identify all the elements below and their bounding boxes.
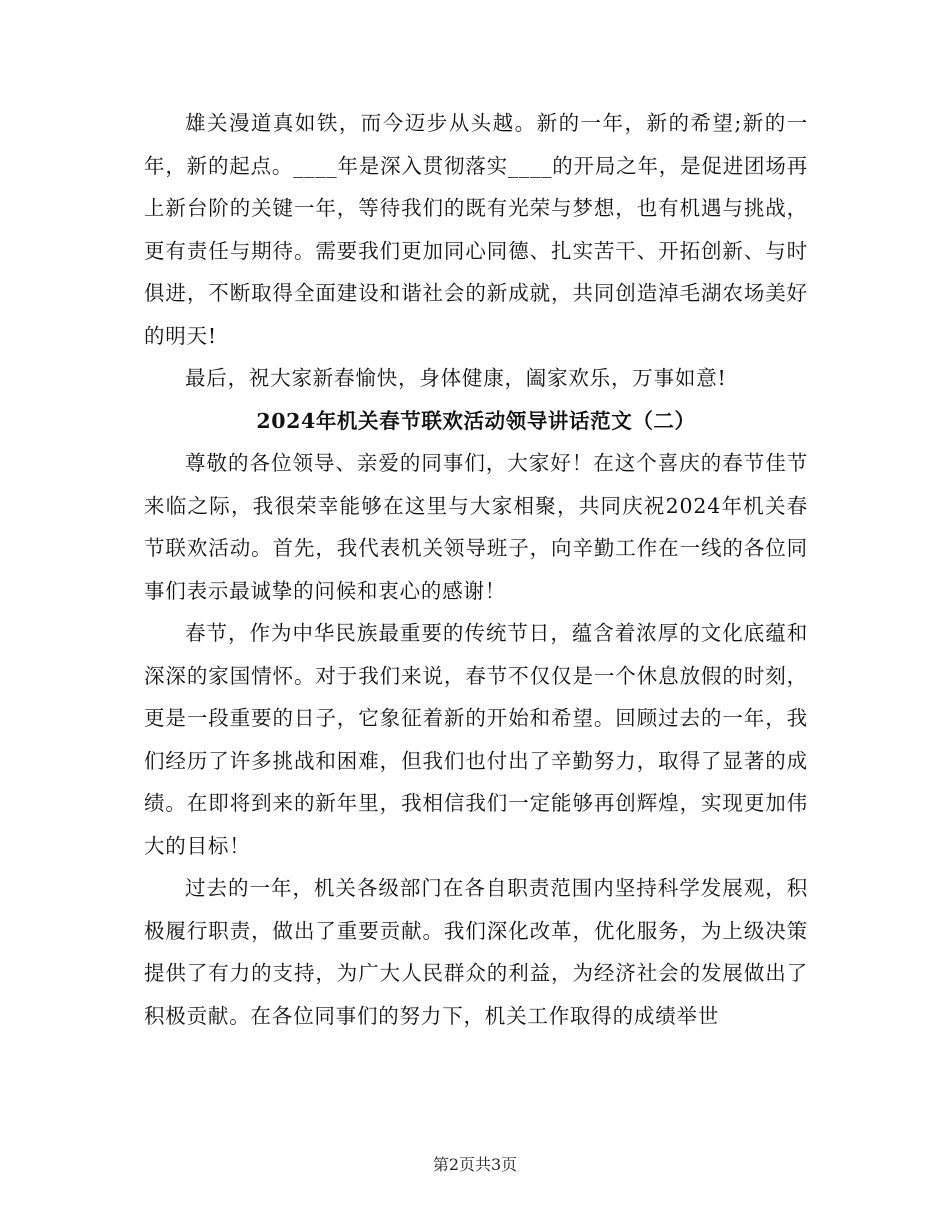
document-body: [144, 102, 808, 1037]
page-number: 第2页共3页: [432, 1155, 518, 1174]
paragraph: 雄关漫道真如铁，而今迈步从头越。新的一年，新的希望;新的一年，新的起点。____年是深入贯彻落实____的开局之年，是促进团场再上新台阶的关键一年，等待我们的既有光荣与梦想，也有机遇与挑战，更有责任与期待。需要我们更加同心同德、扎实苦干、开拓创新、与时俱进，不断取得全面建设和谐社会的新成就，共同创造淖毛湖农场美好的明天!: [144, 111, 808, 348]
paragraph: 春节，作为中华民族最重要的传统节日，蕴含着浓厚的文化底蕴和深深的家国情怀。对于我们来说，春节不仅仅是一个休息放假的时刻，更是一段重要的日子，它象征着新的开始和希望。回顾过去的一年，我们经历了许多挑战和困难，但我们也付出了辛勤努力，取得了显著的成绩。在即将到来的新年里，我相信我们一定能够再创辉煌，实现更加伟大的目标！: [144, 621, 808, 858]
paragraph: 最后，祝大家新春愉快，身体健康，阖家欢乐，万事如意!: [185, 366, 727, 390]
section-title: 2024年机关春节联欢活动领导讲话范文（二）: [256, 408, 696, 433]
paragraph: 过去的一年，机关各级部门在各自职责范围内坚持科学发展观，积极履行职责，做出了重要贡献。我们深化改革，优化服务，为上级决策提供了有力的支持，为广大人民群众的利益，为经济社会的发展做出了积极贡献。在各位同事们的努力下，机关工作取得的成绩举世: [144, 876, 808, 1028]
paragraph: 尊敬的各位领导、亲爱的同事们，大家好！在这个喜庆的春节佳节来临之际，我很荣幸能够在这里与大家相聚，共同庆祝2024年机关春节联欢活动。首先，我代表机关领导班子，向辛勤工作在一线的各位同事们表示最诚挚的问候和衷心的感谢！: [144, 451, 808, 603]
